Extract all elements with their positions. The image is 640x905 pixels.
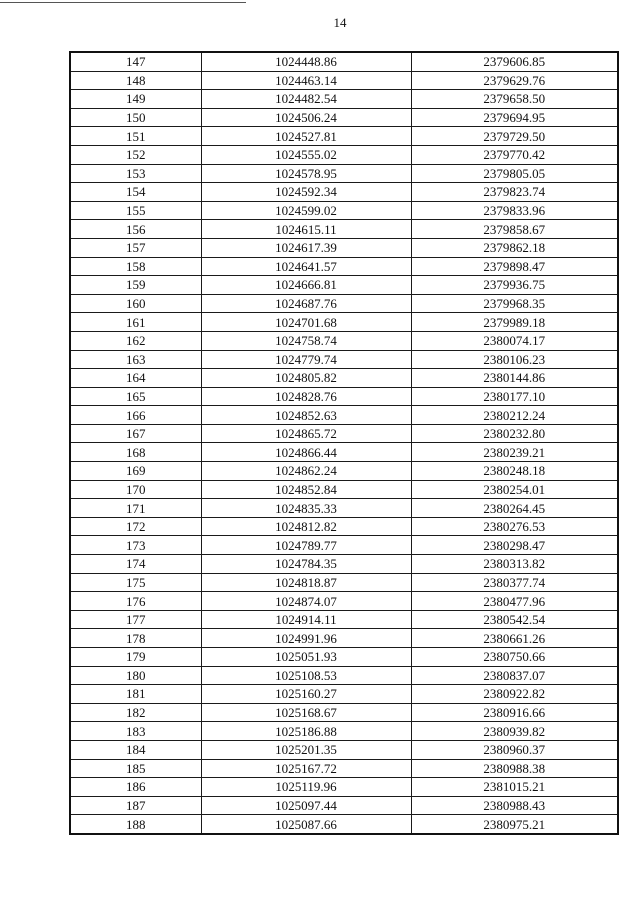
y-coordinate-cell: 2380960.37 (411, 740, 618, 759)
table-row (70, 331, 618, 350)
x-coordinate-cell: 1024835.33 (201, 499, 411, 518)
table-row (70, 555, 618, 574)
x-coordinate-cell: 1024666.81 (201, 276, 411, 295)
y-coordinate-cell: 2379858.67 (411, 220, 618, 239)
x-coordinate-cell: 1024865.72 (201, 424, 411, 443)
table-row (70, 778, 618, 797)
y-coordinate-cell: 2380313.82 (411, 555, 618, 574)
table-row (70, 350, 618, 369)
table-row (70, 536, 618, 555)
y-coordinate-cell: 2380916.66 (411, 703, 618, 722)
y-coordinate-cell: 2380177.10 (411, 387, 618, 406)
x-coordinate-cell: 1024599.02 (201, 201, 411, 220)
x-coordinate-cell: 1024617.39 (201, 238, 411, 257)
x-coordinate-cell: 1024758.74 (201, 331, 411, 350)
x-coordinate-cell: 1024784.35 (201, 555, 411, 574)
point-number-cell: 188 (70, 815, 201, 834)
x-coordinate-cell: 1024812.82 (201, 517, 411, 536)
table-row (70, 108, 618, 127)
point-number-cell: 182 (70, 703, 201, 722)
page-number: 14 (333, 15, 347, 30)
table-row (70, 220, 618, 239)
point-number-cell: 185 (70, 759, 201, 778)
x-coordinate-cell: 1025168.67 (201, 703, 411, 722)
point-number-cell: 171 (70, 499, 201, 518)
x-coordinate-cell: 1024641.57 (201, 257, 411, 276)
point-number-cell: 165 (70, 387, 201, 406)
y-coordinate-cell: 2380298.47 (411, 536, 618, 555)
table-row (70, 796, 618, 815)
point-number-cell: 160 (70, 294, 201, 313)
point-number-cell: 170 (70, 480, 201, 499)
table-row (70, 722, 618, 741)
point-number-cell: 164 (70, 369, 201, 388)
table-row (70, 257, 618, 276)
x-coordinate-cell: 1024862.24 (201, 462, 411, 481)
point-number-cell: 166 (70, 406, 201, 425)
x-coordinate-cell: 1025160.27 (201, 685, 411, 704)
point-number-cell: 156 (70, 220, 201, 239)
point-number-cell: 149 (70, 90, 201, 109)
point-number-cell: 148 (70, 71, 201, 90)
y-coordinate-cell: 2380922.82 (411, 685, 618, 704)
point-number-cell: 175 (70, 573, 201, 592)
x-coordinate-cell: 1024852.84 (201, 480, 411, 499)
y-coordinate-cell: 2380212.24 (411, 406, 618, 425)
table-row (70, 71, 618, 90)
y-coordinate-cell: 2380988.43 (411, 796, 618, 815)
point-number-cell: 155 (70, 201, 201, 220)
point-number-cell: 173 (70, 536, 201, 555)
point-number-cell: 174 (70, 555, 201, 574)
x-coordinate-cell: 1024463.14 (201, 71, 411, 90)
point-number-cell: 178 (70, 629, 201, 648)
x-coordinate-cell: 1024828.76 (201, 387, 411, 406)
x-coordinate-cell: 1024852.63 (201, 406, 411, 425)
point-number-cell: 186 (70, 778, 201, 797)
y-coordinate-cell: 2379805.05 (411, 164, 618, 183)
table-row (70, 740, 618, 759)
y-coordinate-cell: 2380074.17 (411, 331, 618, 350)
x-coordinate-cell: 1024874.07 (201, 592, 411, 611)
table-row (70, 90, 618, 109)
table-row (70, 815, 618, 834)
y-coordinate-cell: 2381015.21 (411, 778, 618, 797)
y-coordinate-cell: 2380106.23 (411, 350, 618, 369)
point-number-cell: 152 (70, 145, 201, 164)
y-coordinate-cell: 2380750.66 (411, 648, 618, 667)
point-number-cell: 154 (70, 183, 201, 202)
y-coordinate-cell: 2379606.85 (411, 52, 618, 71)
x-coordinate-cell: 1025201.35 (201, 740, 411, 759)
x-coordinate-cell: 1025051.93 (201, 648, 411, 667)
point-number-cell: 183 (70, 722, 201, 741)
y-coordinate-cell: 2379823.74 (411, 183, 618, 202)
table-row (70, 276, 618, 295)
y-coordinate-cell: 2379729.50 (411, 127, 618, 146)
point-number-cell: 158 (70, 257, 201, 276)
x-coordinate-cell: 1024578.95 (201, 164, 411, 183)
point-number-cell: 172 (70, 517, 201, 536)
point-number-cell: 147 (70, 52, 201, 71)
table-row (70, 443, 618, 462)
point-number-cell: 150 (70, 108, 201, 127)
table-row (70, 238, 618, 257)
y-coordinate-cell: 2379898.47 (411, 257, 618, 276)
x-coordinate-cell: 1024779.74 (201, 350, 411, 369)
point-number-cell: 181 (70, 685, 201, 704)
x-coordinate-cell: 1024527.81 (201, 127, 411, 146)
point-number-cell: 179 (70, 648, 201, 667)
table-row (70, 592, 618, 611)
y-coordinate-cell: 2380276.53 (411, 517, 618, 536)
table-row (70, 183, 618, 202)
table-row (70, 52, 618, 71)
table-row (70, 480, 618, 499)
x-coordinate-cell: 1024818.87 (201, 573, 411, 592)
y-coordinate-cell: 2380477.96 (411, 592, 618, 611)
y-coordinate-cell: 2379968.35 (411, 294, 618, 313)
x-coordinate-cell: 1025119.96 (201, 778, 411, 797)
x-coordinate-cell: 1024701.68 (201, 313, 411, 332)
table-row (70, 164, 618, 183)
table-row (70, 610, 618, 629)
y-coordinate-cell: 2380254.01 (411, 480, 618, 499)
y-coordinate-cell: 2379936.75 (411, 276, 618, 295)
x-coordinate-cell: 1024914.11 (201, 610, 411, 629)
point-number-cell: 162 (70, 331, 201, 350)
table-row (70, 517, 618, 536)
x-coordinate-cell: 1025167.72 (201, 759, 411, 778)
y-coordinate-cell: 2379694.95 (411, 108, 618, 127)
point-number-cell: 169 (70, 462, 201, 481)
table-row (70, 369, 618, 388)
point-number-cell: 187 (70, 796, 201, 815)
y-coordinate-cell: 2380377.74 (411, 573, 618, 592)
x-coordinate-cell: 1024991.96 (201, 629, 411, 648)
table-row (70, 406, 618, 425)
coordinates-table-body (70, 52, 618, 834)
point-number-cell: 151 (70, 127, 201, 146)
coordinates-table (69, 51, 619, 835)
y-coordinate-cell: 2380144.86 (411, 369, 618, 388)
table-row (70, 573, 618, 592)
table-row (70, 387, 618, 406)
table-row (70, 313, 618, 332)
y-coordinate-cell: 2379629.76 (411, 71, 618, 90)
table-row (70, 145, 618, 164)
point-number-cell: 176 (70, 592, 201, 611)
y-coordinate-cell: 2380975.21 (411, 815, 618, 834)
y-coordinate-cell: 2380232.80 (411, 424, 618, 443)
y-coordinate-cell: 2380248.18 (411, 462, 618, 481)
table-row (70, 648, 618, 667)
y-coordinate-cell: 2379833.96 (411, 201, 618, 220)
table-row (70, 127, 618, 146)
x-coordinate-cell: 1024687.76 (201, 294, 411, 313)
point-number-cell: 167 (70, 424, 201, 443)
y-coordinate-cell: 2380837.07 (411, 666, 618, 685)
y-coordinate-cell: 2380661.26 (411, 629, 618, 648)
table-row (70, 201, 618, 220)
y-coordinate-cell: 2379658.50 (411, 90, 618, 109)
x-coordinate-cell: 1025108.53 (201, 666, 411, 685)
x-coordinate-cell: 1024805.82 (201, 369, 411, 388)
x-coordinate-cell: 1025097.44 (201, 796, 411, 815)
table-row (70, 499, 618, 518)
point-number-cell: 153 (70, 164, 201, 183)
header-rule (0, 2, 246, 3)
y-coordinate-cell: 2380542.54 (411, 610, 618, 629)
point-number-cell: 159 (70, 276, 201, 295)
point-number-cell: 180 (70, 666, 201, 685)
x-coordinate-cell: 1024592.34 (201, 183, 411, 202)
table-row (70, 666, 618, 685)
table-row (70, 629, 618, 648)
table-row (70, 462, 618, 481)
point-number-cell: 157 (70, 238, 201, 257)
x-coordinate-cell: 1024448.86 (201, 52, 411, 71)
y-coordinate-cell: 2380939.82 (411, 722, 618, 741)
x-coordinate-cell: 1025087.66 (201, 815, 411, 834)
x-coordinate-cell: 1024506.24 (201, 108, 411, 127)
x-coordinate-cell: 1024615.11 (201, 220, 411, 239)
table-row (70, 759, 618, 778)
x-coordinate-cell: 1024866.44 (201, 443, 411, 462)
x-coordinate-cell: 1024555.02 (201, 145, 411, 164)
table-row (70, 685, 618, 704)
y-coordinate-cell: 2380988.38 (411, 759, 618, 778)
point-number-cell: 163 (70, 350, 201, 369)
x-coordinate-cell: 1025186.88 (201, 722, 411, 741)
point-number-cell: 184 (70, 740, 201, 759)
point-number-cell: 177 (70, 610, 201, 629)
point-number-cell: 161 (70, 313, 201, 332)
table-row (70, 294, 618, 313)
y-coordinate-cell: 2379862.18 (411, 238, 618, 257)
x-coordinate-cell: 1024789.77 (201, 536, 411, 555)
y-coordinate-cell: 2380264.45 (411, 499, 618, 518)
y-coordinate-cell: 2379989.18 (411, 313, 618, 332)
y-coordinate-cell: 2379770.42 (411, 145, 618, 164)
y-coordinate-cell: 2380239.21 (411, 443, 618, 462)
point-number-cell: 168 (70, 443, 201, 462)
table-row (70, 424, 618, 443)
table-row (70, 703, 618, 722)
x-coordinate-cell: 1024482.54 (201, 90, 411, 109)
